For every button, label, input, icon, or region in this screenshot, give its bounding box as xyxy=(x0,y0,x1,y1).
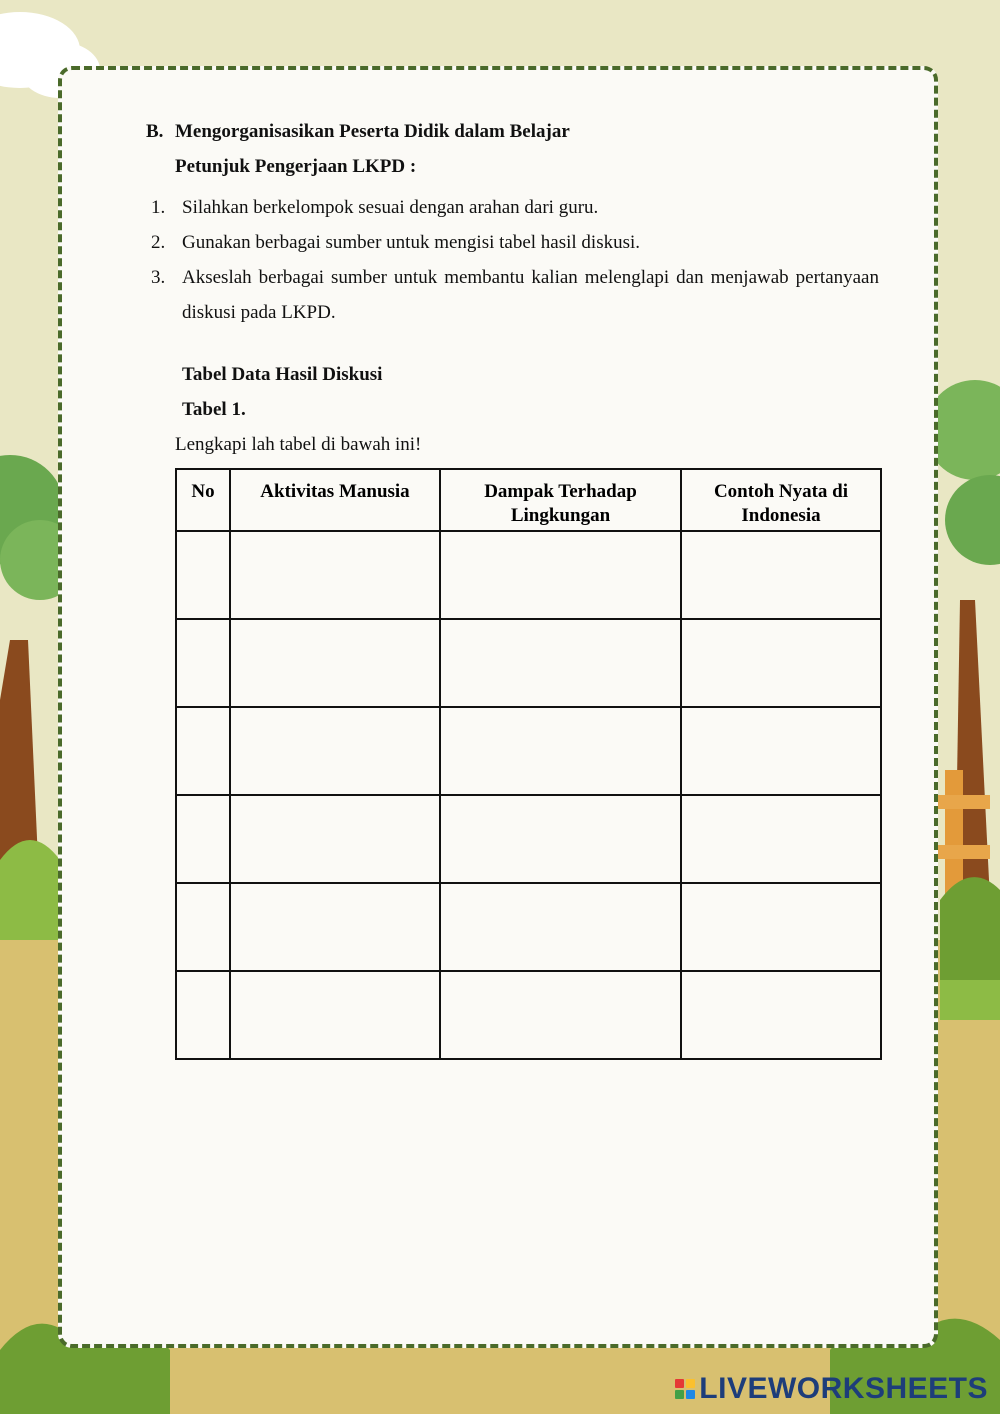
logo-square-red xyxy=(675,1379,684,1388)
liveworksheets-logo-icon xyxy=(675,1379,695,1399)
instruction-text: Akseslah berbagai sumber untuk membantu kalian melenglapi dan menjawab pertanyaan diskusi pada LKPD. xyxy=(182,267,879,323)
table-cell[interactable] xyxy=(440,971,681,1059)
table-number: Tabel 1. xyxy=(182,399,246,420)
instruction-number: 2. xyxy=(151,232,166,253)
table-cell[interactable] xyxy=(230,795,440,883)
table-row xyxy=(176,531,881,619)
table-title: Tabel Data Hasil Diskusi xyxy=(182,364,383,385)
liveworksheets-brand xyxy=(675,1372,988,1406)
table-cell[interactable] xyxy=(440,619,681,707)
instruction-number: 1. xyxy=(151,197,166,218)
table-cell[interactable] xyxy=(176,883,230,971)
table-cell[interactable] xyxy=(230,619,440,707)
instruction-item xyxy=(146,190,879,225)
instruction-text: Gunakan berbagai sumber untuk mengisi tabel hasil diskusi. xyxy=(182,232,641,253)
table-body xyxy=(176,531,881,1059)
instructions-heading: Petunjuk Pengerjaan LKPD : xyxy=(175,156,417,177)
table-cell[interactable] xyxy=(440,531,681,619)
table-cell[interactable] xyxy=(681,883,881,971)
table-cell[interactable] xyxy=(230,971,440,1059)
table-instruction: Lengkapi lah tabel di bawah ini! xyxy=(175,434,422,455)
instruction-item xyxy=(146,260,879,330)
header-dampak: Dampak Terhadap Lingkungan xyxy=(440,469,681,531)
logo-square-yellow xyxy=(686,1379,695,1388)
header-no: No xyxy=(176,469,230,531)
instruction-number: 3. xyxy=(151,267,166,288)
section-title: Mengorganisasikan Peserta Didik dalam Belajar xyxy=(175,121,570,142)
header-aktivitas: Aktivitas Manusia xyxy=(230,469,440,531)
table-row xyxy=(176,883,881,971)
section-letter: B. xyxy=(146,121,164,142)
table-row xyxy=(176,795,881,883)
brand-name: LIVEWORKSHEETS xyxy=(699,1372,988,1405)
discussion-table xyxy=(175,468,882,1060)
logo-square-green xyxy=(675,1390,684,1399)
table-cell[interactable] xyxy=(176,707,230,795)
table-cell[interactable] xyxy=(230,707,440,795)
table-cell[interactable] xyxy=(440,883,681,971)
instruction-text: Silahkan berkelompok sesuai dengan arahan dari guru. xyxy=(182,197,599,218)
table-cell[interactable] xyxy=(176,619,230,707)
table-cell[interactable] xyxy=(176,795,230,883)
table-cell[interactable] xyxy=(440,707,681,795)
table-cell[interactable] xyxy=(230,883,440,971)
table-cell[interactable] xyxy=(176,971,230,1059)
table-cell[interactable] xyxy=(230,531,440,619)
table-row xyxy=(176,971,881,1059)
table-row xyxy=(176,707,881,795)
table-row xyxy=(176,619,881,707)
table-cell[interactable] xyxy=(176,531,230,619)
table-header-row xyxy=(176,469,881,531)
table-cell[interactable] xyxy=(681,619,881,707)
table-cell[interactable] xyxy=(681,531,881,619)
table-cell[interactable] xyxy=(681,795,881,883)
table-cell[interactable] xyxy=(681,971,881,1059)
instruction-item xyxy=(146,225,879,260)
table-cell[interactable] xyxy=(681,707,881,795)
table-cell[interactable] xyxy=(440,795,681,883)
logo-square-blue xyxy=(686,1390,695,1399)
header-contoh: Contoh Nyata di Indonesia xyxy=(681,469,881,531)
instruction-list xyxy=(146,190,879,330)
